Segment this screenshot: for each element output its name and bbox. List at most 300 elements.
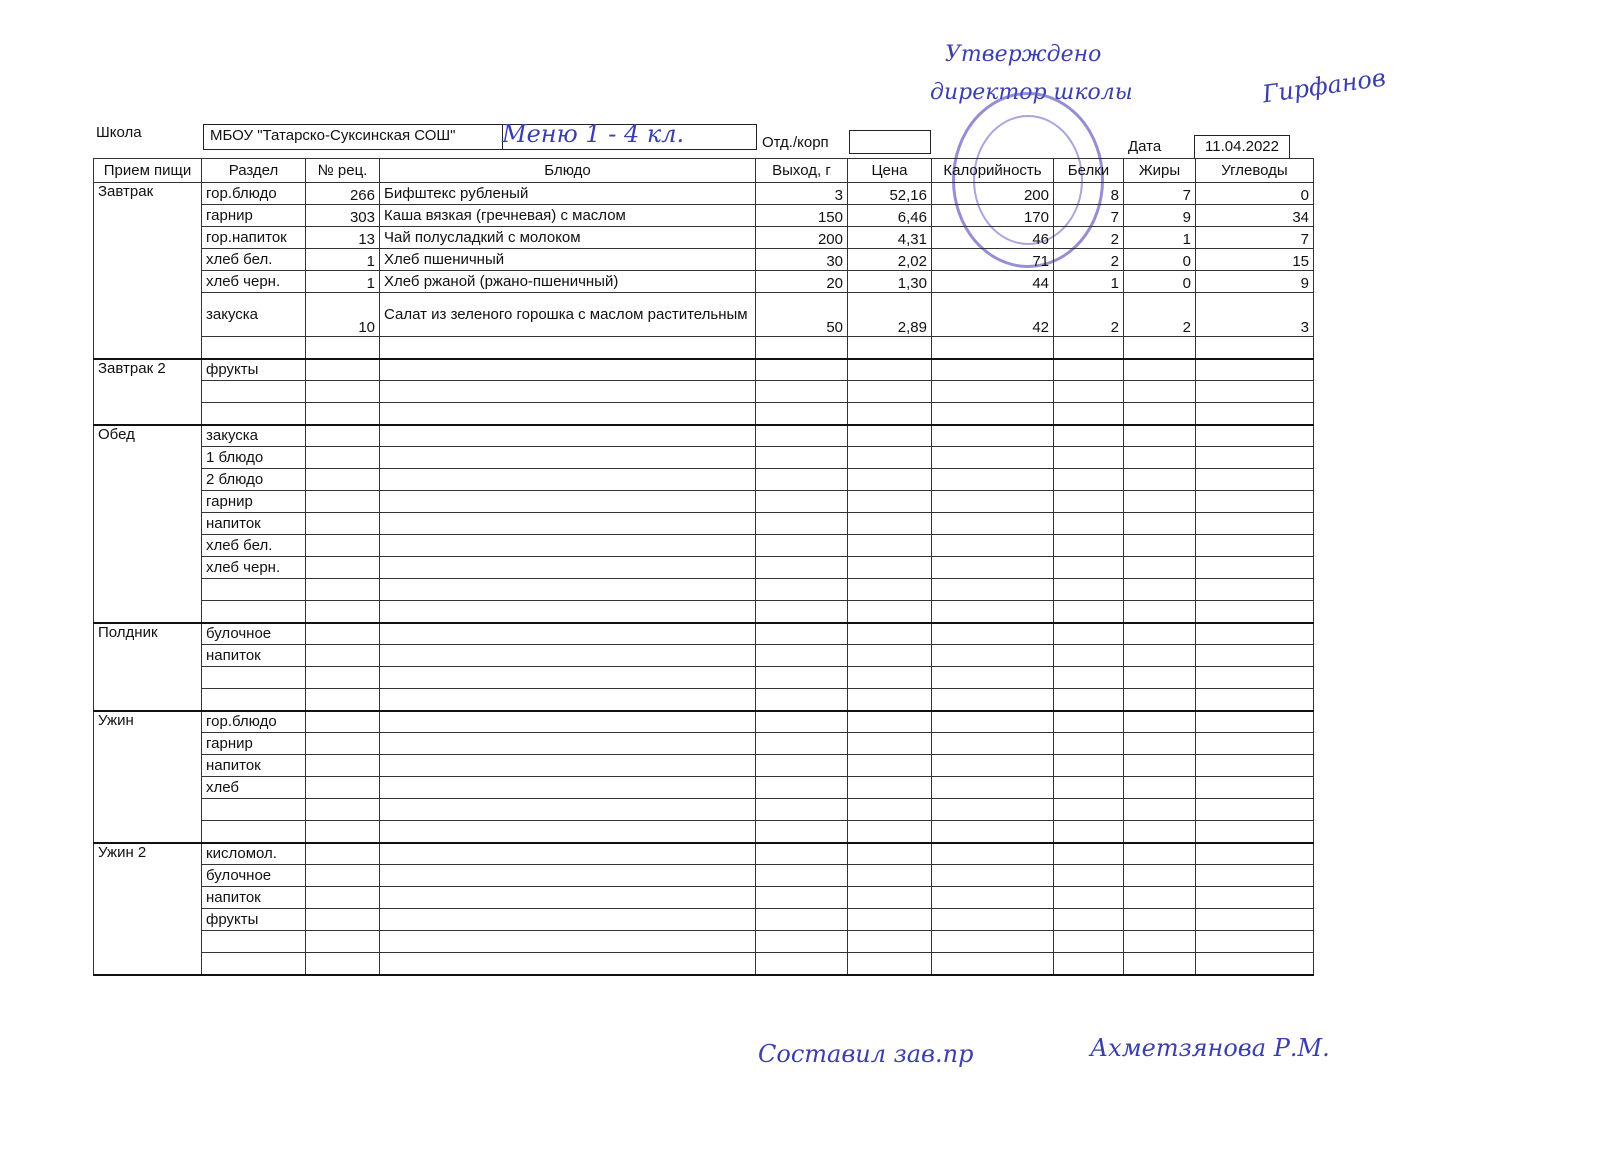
cell-section xyxy=(202,799,306,821)
cell-prot: 1 xyxy=(1054,271,1124,293)
cell-section xyxy=(202,579,306,601)
cell-prot: 7 xyxy=(1054,205,1124,227)
cell-section xyxy=(202,667,306,689)
cell-kcal xyxy=(932,535,1054,557)
cell-yield xyxy=(756,777,848,799)
cell-yield xyxy=(756,909,848,931)
date-label: Дата xyxy=(1128,138,1162,155)
cell-kcal: 46 xyxy=(932,227,1054,249)
compiler-name: Ахметзянова Р.М. xyxy=(1090,1034,1330,1062)
cell-fat xyxy=(1124,931,1196,953)
cell-rec xyxy=(306,821,380,843)
cell-section: 1 блюдо xyxy=(202,447,306,469)
col-protein: Белки xyxy=(1054,159,1124,183)
cell-dish xyxy=(380,359,756,381)
cell-rec: 13 xyxy=(306,227,380,249)
cell-dish xyxy=(380,403,756,425)
cell-kcal: 200 xyxy=(932,183,1054,205)
cell-section: напиток xyxy=(202,887,306,909)
cell-carb xyxy=(1196,359,1314,381)
cell-yield xyxy=(756,337,848,359)
cell-section: хлеб черн. xyxy=(202,557,306,579)
table-row xyxy=(94,403,1314,425)
cell-carb xyxy=(1196,535,1314,557)
cell-section: хлеб бел. xyxy=(202,249,306,271)
cell-carb xyxy=(1196,623,1314,645)
cell-kcal xyxy=(932,359,1054,381)
cell-kcal xyxy=(932,403,1054,425)
cell-price xyxy=(848,645,932,667)
cell-rec xyxy=(306,953,380,975)
cell-rec xyxy=(306,601,380,623)
cell-price: 4,31 xyxy=(848,227,932,249)
cell-dish xyxy=(380,645,756,667)
cell-rec: 266 xyxy=(306,183,380,205)
cell-dish: Каша вязкая (гречневая) с маслом xyxy=(380,205,756,227)
cell-section xyxy=(202,821,306,843)
cell-kcal xyxy=(932,909,1054,931)
cell-kcal xyxy=(932,645,1054,667)
cell-fat xyxy=(1124,403,1196,425)
cell-fat xyxy=(1124,601,1196,623)
cell-kcal xyxy=(932,755,1054,777)
table-row xyxy=(94,425,1314,447)
cell-section: фрукты xyxy=(202,909,306,931)
cell-fat xyxy=(1124,777,1196,799)
cell-yield: 200 xyxy=(756,227,848,249)
cell-section: гор.блюдо xyxy=(202,183,306,205)
cell-rec xyxy=(306,337,380,359)
cell-price xyxy=(848,777,932,799)
col-fat: Жиры xyxy=(1124,159,1196,183)
table-row xyxy=(94,931,1314,953)
cell-dish xyxy=(380,931,756,953)
cell-kcal xyxy=(932,491,1054,513)
table-row xyxy=(94,491,1314,513)
cell-fat xyxy=(1124,447,1196,469)
cell-rec xyxy=(306,865,380,887)
table-row xyxy=(94,359,1314,381)
cell-price: 2,02 xyxy=(848,249,932,271)
cell-prot xyxy=(1054,799,1124,821)
cell-dish xyxy=(380,953,756,975)
cell-yield xyxy=(756,491,848,513)
cell-yield xyxy=(756,887,848,909)
cell-dish: Чай полусладкий с молоком xyxy=(380,227,756,249)
cell-yield xyxy=(756,645,848,667)
cell-prot xyxy=(1054,381,1124,403)
cell-dish xyxy=(380,887,756,909)
cell-section: гарнир xyxy=(202,733,306,755)
cell-fat xyxy=(1124,689,1196,711)
cell-dish xyxy=(380,557,756,579)
cell-carb xyxy=(1196,645,1314,667)
menu-note: Меню 1 - 4 кл. xyxy=(502,120,685,148)
cell-prot: 2 xyxy=(1054,249,1124,271)
cell-kcal xyxy=(932,425,1054,447)
cell-kcal: 42 xyxy=(932,293,1054,337)
cell-fat: 0 xyxy=(1124,249,1196,271)
cell-kcal xyxy=(932,667,1054,689)
meal-name: Ужин xyxy=(94,711,202,843)
cell-price xyxy=(848,513,932,535)
cell-rec xyxy=(306,623,380,645)
cell-kcal: 44 xyxy=(932,271,1054,293)
cell-kcal xyxy=(932,799,1054,821)
cell-carb xyxy=(1196,403,1314,425)
cell-section xyxy=(202,931,306,953)
cell-price xyxy=(848,711,932,733)
cell-price xyxy=(848,931,932,953)
dept-label: Отд./корп xyxy=(762,134,829,151)
cell-yield xyxy=(756,821,848,843)
col-kcal: Калорийность xyxy=(932,159,1054,183)
table-row xyxy=(94,337,1314,359)
col-section: Раздел xyxy=(202,159,306,183)
cell-section: напиток xyxy=(202,755,306,777)
cell-carb xyxy=(1196,689,1314,711)
cell-price xyxy=(848,579,932,601)
cell-dish xyxy=(380,755,756,777)
cell-section: напиток xyxy=(202,645,306,667)
cell-carb xyxy=(1196,843,1314,865)
cell-dish xyxy=(380,535,756,557)
cell-fat xyxy=(1124,887,1196,909)
director-signature: Гирфанов xyxy=(1260,63,1388,109)
cell-prot xyxy=(1054,777,1124,799)
cell-fat xyxy=(1124,381,1196,403)
cell-rec: 303 xyxy=(306,205,380,227)
cell-yield: 150 xyxy=(756,205,848,227)
cell-price: 52,16 xyxy=(848,183,932,205)
cell-price: 6,46 xyxy=(848,205,932,227)
cell-dish xyxy=(380,425,756,447)
cell-kcal xyxy=(932,843,1054,865)
cell-yield xyxy=(756,557,848,579)
table-row xyxy=(94,469,1314,491)
cell-kcal xyxy=(932,711,1054,733)
cell-fat xyxy=(1124,733,1196,755)
cell-carb xyxy=(1196,711,1314,733)
cell-rec xyxy=(306,733,380,755)
table-row xyxy=(94,689,1314,711)
cell-rec: 1 xyxy=(306,249,380,271)
cell-price xyxy=(848,359,932,381)
cell-kcal xyxy=(932,733,1054,755)
cell-dish xyxy=(380,513,756,535)
table-row xyxy=(94,777,1314,799)
cell-rec xyxy=(306,425,380,447)
cell-prot xyxy=(1054,337,1124,359)
cell-carb xyxy=(1196,821,1314,843)
cell-prot xyxy=(1054,623,1124,645)
col-meal: Прием пищи xyxy=(94,159,202,183)
cell-dish xyxy=(380,381,756,403)
cell-fat xyxy=(1124,667,1196,689)
cell-price xyxy=(848,909,932,931)
table-row xyxy=(94,513,1314,535)
table-row xyxy=(94,271,1314,293)
cell-price xyxy=(848,733,932,755)
cell-yield: 3 xyxy=(756,183,848,205)
cell-yield: 20 xyxy=(756,271,848,293)
cell-section: хлеб xyxy=(202,777,306,799)
cell-prot xyxy=(1054,865,1124,887)
cell-rec xyxy=(306,447,380,469)
cell-price xyxy=(848,447,932,469)
cell-yield xyxy=(756,953,848,975)
cell-section: булочное xyxy=(202,623,306,645)
cell-carb xyxy=(1196,381,1314,403)
date-field: 11.04.2022 xyxy=(1194,135,1290,159)
meal-name: Ужин 2 xyxy=(94,843,202,975)
school-name-field: МБОУ "Татарско-Суксинская СОШ" xyxy=(203,124,503,150)
cell-carb: 7 xyxy=(1196,227,1314,249)
cell-price xyxy=(848,403,932,425)
col-yield: Выход, г xyxy=(756,159,848,183)
cell-fat xyxy=(1124,491,1196,513)
cell-yield: 50 xyxy=(756,293,848,337)
cell-dish xyxy=(380,469,756,491)
table-row xyxy=(94,755,1314,777)
cell-rec xyxy=(306,359,380,381)
cell-section: закуска xyxy=(202,293,306,337)
cell-fat xyxy=(1124,359,1196,381)
cell-yield xyxy=(756,601,848,623)
cell-yield xyxy=(756,755,848,777)
cell-prot xyxy=(1054,843,1124,865)
cell-carb xyxy=(1196,667,1314,689)
cell-kcal xyxy=(932,579,1054,601)
cell-dish: Хлеб пшеничный xyxy=(380,249,756,271)
cell-section: гор.напиток xyxy=(202,227,306,249)
cell-carb xyxy=(1196,799,1314,821)
table-row xyxy=(94,667,1314,689)
table-row xyxy=(94,557,1314,579)
cell-fat xyxy=(1124,469,1196,491)
table-row xyxy=(94,623,1314,645)
table-row xyxy=(94,645,1314,667)
cell-kcal xyxy=(932,777,1054,799)
cell-dish xyxy=(380,601,756,623)
table-row xyxy=(94,601,1314,623)
cell-price xyxy=(848,843,932,865)
cell-price: 1,30 xyxy=(848,271,932,293)
table-row xyxy=(94,205,1314,227)
cell-rec xyxy=(306,403,380,425)
cell-carb: 34 xyxy=(1196,205,1314,227)
table-row xyxy=(94,843,1314,865)
col-recipe: № рец. xyxy=(306,159,380,183)
cell-rec xyxy=(306,799,380,821)
cell-rec xyxy=(306,755,380,777)
cell-dish xyxy=(380,799,756,821)
table-row xyxy=(94,249,1314,271)
cell-dish: Салат из зеленого горошка с маслом растительным xyxy=(380,293,756,337)
cell-yield xyxy=(756,843,848,865)
cell-fat xyxy=(1124,711,1196,733)
menu-body xyxy=(94,183,1314,975)
cell-prot xyxy=(1054,513,1124,535)
cell-carb xyxy=(1196,909,1314,931)
cell-price xyxy=(848,953,932,975)
cell-prot xyxy=(1054,447,1124,469)
cell-fat xyxy=(1124,821,1196,843)
cell-price xyxy=(848,491,932,513)
cell-yield xyxy=(756,425,848,447)
cell-carb xyxy=(1196,557,1314,579)
cell-price xyxy=(848,535,932,557)
cell-carb xyxy=(1196,755,1314,777)
cell-carb: 0 xyxy=(1196,183,1314,205)
cell-rec xyxy=(306,557,380,579)
cell-carb: 15 xyxy=(1196,249,1314,271)
cell-price xyxy=(848,821,932,843)
cell-section: закуска xyxy=(202,425,306,447)
cell-fat xyxy=(1124,645,1196,667)
cell-prot xyxy=(1054,645,1124,667)
cell-prot xyxy=(1054,711,1124,733)
cell-price xyxy=(848,865,932,887)
cell-prot xyxy=(1054,403,1124,425)
approval-line-2: директор школы xyxy=(930,80,1133,105)
cell-prot xyxy=(1054,535,1124,557)
cell-dish xyxy=(380,623,756,645)
cell-rec xyxy=(306,469,380,491)
cell-price xyxy=(848,557,932,579)
table-row xyxy=(94,799,1314,821)
cell-fat: 2 xyxy=(1124,293,1196,337)
cell-dish xyxy=(380,667,756,689)
cell-prot: 2 xyxy=(1054,227,1124,249)
cell-carb xyxy=(1196,865,1314,887)
cell-rec xyxy=(306,931,380,953)
meal-name: Завтрак 2 xyxy=(94,359,202,425)
cell-carb xyxy=(1196,447,1314,469)
cell-section: 2 блюдо xyxy=(202,469,306,491)
cell-yield xyxy=(756,623,848,645)
cell-carb xyxy=(1196,491,1314,513)
cell-rec xyxy=(306,535,380,557)
table-row xyxy=(94,447,1314,469)
cell-kcal xyxy=(932,931,1054,953)
table-row xyxy=(94,535,1314,557)
cell-section: гарнир xyxy=(202,491,306,513)
cell-rec: 10 xyxy=(306,293,380,337)
cell-yield xyxy=(756,469,848,491)
cell-yield xyxy=(756,711,848,733)
cell-rec xyxy=(306,777,380,799)
table-header-row xyxy=(94,159,1314,183)
cell-prot: 2 xyxy=(1054,293,1124,337)
table-row xyxy=(94,887,1314,909)
cell-price xyxy=(848,887,932,909)
cell-price xyxy=(848,469,932,491)
cell-prot xyxy=(1054,953,1124,975)
cell-yield xyxy=(756,381,848,403)
cell-yield xyxy=(756,579,848,601)
col-carbs: Углеводы xyxy=(1196,159,1314,183)
cell-yield xyxy=(756,535,848,557)
cell-price xyxy=(848,755,932,777)
cell-kcal xyxy=(932,821,1054,843)
cell-section: гарнир xyxy=(202,205,306,227)
cell-dish: Хлеб ржаной (ржано-пшеничный) xyxy=(380,271,756,293)
cell-kcal xyxy=(932,953,1054,975)
cell-carb: 9 xyxy=(1196,271,1314,293)
cell-kcal xyxy=(932,865,1054,887)
cell-carb xyxy=(1196,777,1314,799)
table-row xyxy=(94,711,1314,733)
cell-kcal xyxy=(932,381,1054,403)
cell-section xyxy=(202,689,306,711)
meal-name: Полдник xyxy=(94,623,202,711)
cell-price xyxy=(848,381,932,403)
cell-rec xyxy=(306,667,380,689)
menu-table xyxy=(93,158,1314,976)
cell-kcal xyxy=(932,557,1054,579)
cell-dish xyxy=(380,579,756,601)
cell-section xyxy=(202,381,306,403)
cell-fat xyxy=(1124,337,1196,359)
cell-rec xyxy=(306,579,380,601)
cell-section xyxy=(202,601,306,623)
cell-section: хлеб черн. xyxy=(202,271,306,293)
cell-prot xyxy=(1054,557,1124,579)
table-row xyxy=(94,953,1314,975)
cell-section: фрукты xyxy=(202,359,306,381)
cell-prot xyxy=(1054,425,1124,447)
meal-name: Завтрак xyxy=(94,183,202,359)
cell-carb xyxy=(1196,601,1314,623)
cell-carb xyxy=(1196,953,1314,975)
table-row xyxy=(94,909,1314,931)
cell-carb xyxy=(1196,887,1314,909)
cell-fat: 7 xyxy=(1124,183,1196,205)
cell-section xyxy=(202,403,306,425)
compiled-by-note: Составил зав.пр xyxy=(758,1040,974,1068)
cell-yield: 30 xyxy=(756,249,848,271)
cell-rec xyxy=(306,843,380,865)
cell-price xyxy=(848,689,932,711)
cell-prot xyxy=(1054,733,1124,755)
cell-kcal xyxy=(932,469,1054,491)
table-row xyxy=(94,293,1314,337)
col-price: Цена xyxy=(848,159,932,183)
cell-kcal xyxy=(932,887,1054,909)
cell-yield xyxy=(756,865,848,887)
cell-kcal xyxy=(932,337,1054,359)
cell-carb xyxy=(1196,513,1314,535)
cell-rec xyxy=(306,381,380,403)
cell-fat xyxy=(1124,579,1196,601)
cell-yield xyxy=(756,513,848,535)
cell-rec xyxy=(306,909,380,931)
cell-carb xyxy=(1196,579,1314,601)
cell-prot xyxy=(1054,689,1124,711)
cell-price xyxy=(848,623,932,645)
approval-line-1: Утверждено xyxy=(945,42,1102,67)
cell-price: 2,89 xyxy=(848,293,932,337)
cell-yield xyxy=(756,931,848,953)
cell-price xyxy=(848,601,932,623)
cell-kcal: 71 xyxy=(932,249,1054,271)
cell-fat xyxy=(1124,755,1196,777)
cell-prot xyxy=(1054,601,1124,623)
cell-fat: 1 xyxy=(1124,227,1196,249)
cell-yield xyxy=(756,733,848,755)
table-row xyxy=(94,227,1314,249)
